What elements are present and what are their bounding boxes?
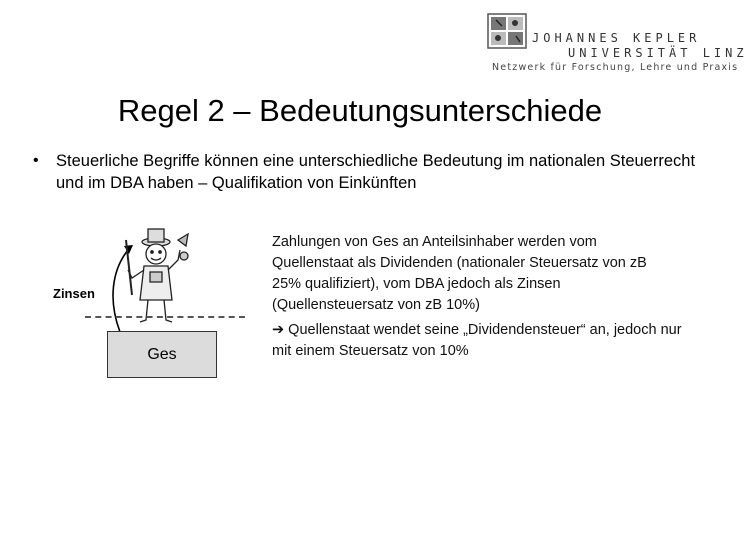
bullet-text: Steuerliche Begriffe können eine unterschiedliche Bedeutung im nationalen Steuerrecht und im DBA haben – Qualifikation von Einkünften: [56, 152, 696, 192]
logo-tagline: Netzwerk für Forschung, Lehre und Praxis: [492, 62, 739, 73]
bullet-marker: •: [33, 152, 39, 169]
conclusion-text: Quellenstaat wendet seine „Dividendensteuer“ an, jedoch nur mit einem Steuersatz von 10%: [272, 322, 682, 359]
payment-arrow: [113, 250, 128, 332]
logo-university-line: UNIVERSITÄT LINZ: [568, 46, 748, 60]
explanation-paragraph: Zahlungen von Ges an Anteilsinhaber werden vom Quellenstaat als Dividenden (nationaler Steuersatz von zB 25% qualifiziert), vom DBA jedoch als Zinsen (Quellensteuersatz von zB 10%): [272, 234, 647, 313]
border-dashed-line: [85, 316, 245, 318]
logo-name-line: JOHANNES KEPLER: [532, 31, 701, 45]
ges-company-box: [107, 331, 217, 378]
university-logo: [486, 12, 748, 74]
ges-label: Ges: [147, 345, 177, 363]
zinsen-label: Zinsen: [53, 286, 95, 301]
university-crest-icon: [486, 12, 528, 50]
right-arrow-icon: ➔: [272, 322, 285, 338]
conclusion-paragraph: [272, 320, 692, 362]
shareholder-person-icon: [126, 229, 188, 322]
slide-title: Regel 2 – Bedeutungsunterschiede: [117, 93, 603, 128]
